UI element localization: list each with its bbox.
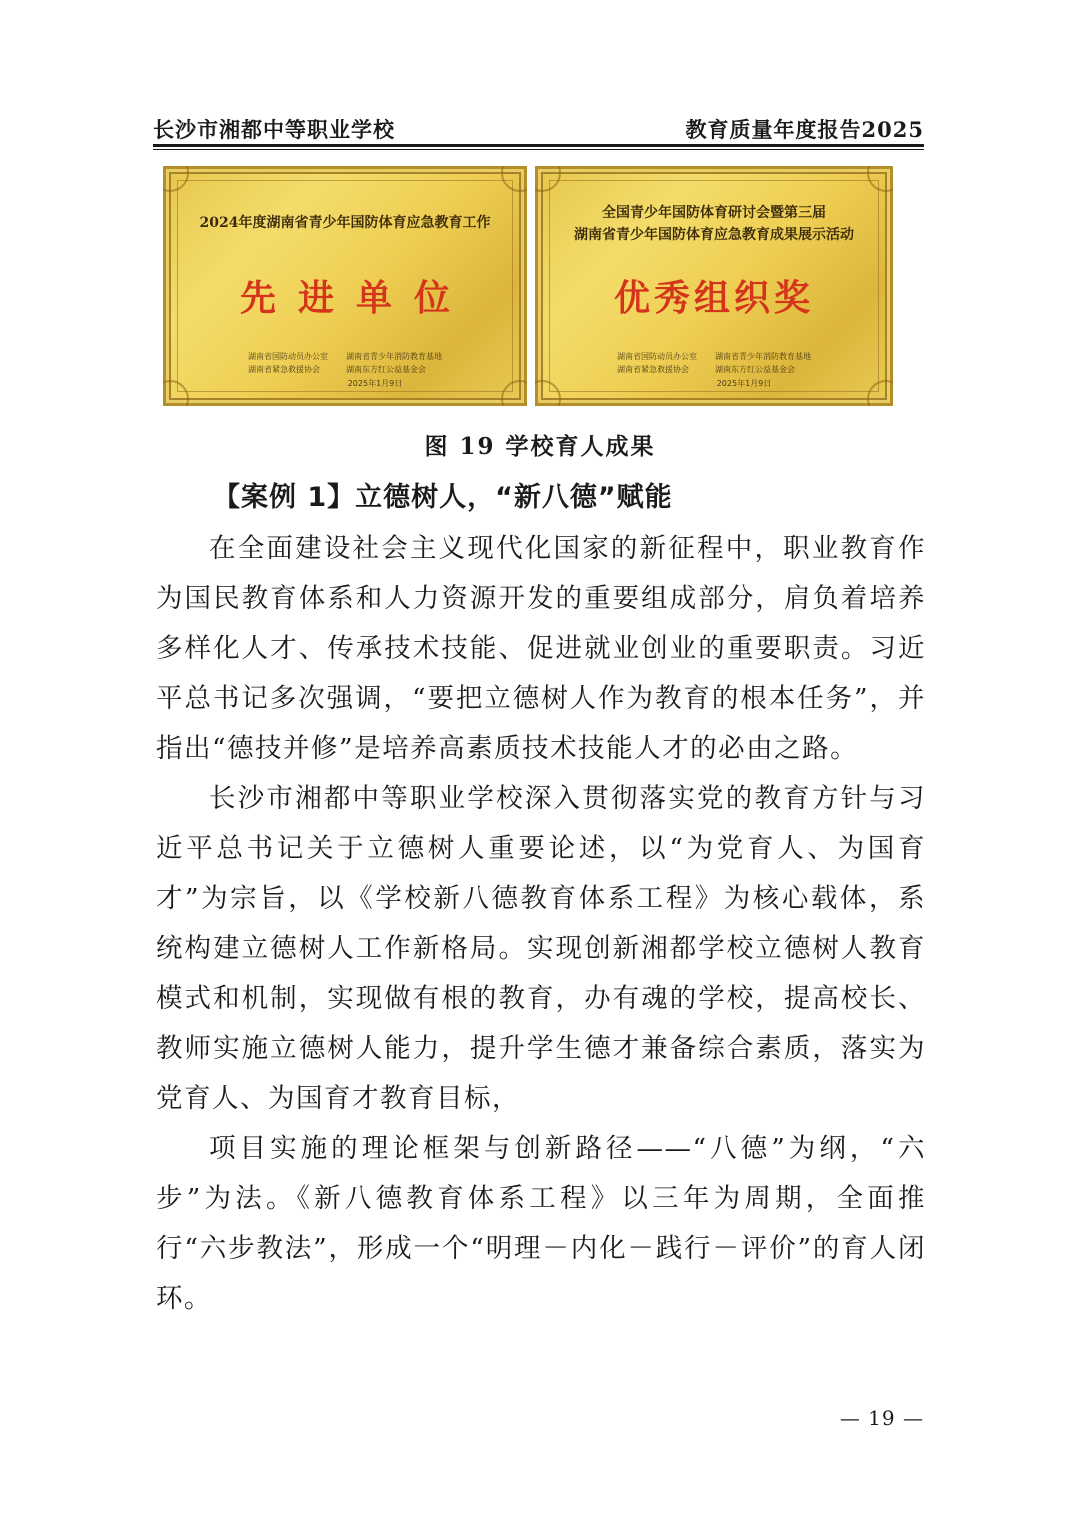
- issuer: 湖南省青少年消防教育基地: [715, 352, 811, 361]
- header-rule: [153, 144, 924, 147]
- plaque-advanced-unit: [163, 166, 527, 406]
- plaque-title: [183, 212, 507, 234]
- plaque-title-line: 湖南省青少年国防体育应急教育成果展示活动: [574, 227, 854, 243]
- issuer: 湖南省国防动员办公室: [617, 352, 697, 361]
- issuer: 湖南东方红公益基金会: [346, 365, 426, 374]
- plaque-title-line: 2024年度湖南省青少年国防体育应急教育工作: [199, 215, 491, 231]
- paragraph: 在全面建设社会主义现代化国家的新征程中，职业教育作为国民教育体系和人力资源开发的重要组成部分，肩负着培养多样化人才、传承技术技能、促进就业创业的重要职责。习近平总书记多次强调，“要把立德树人作为教育的根本任务”，并指出“德技并修”是培养高素质技术技能人才的必由之路。: [156, 533, 926, 764]
- plaque-issuers: [163, 350, 527, 376]
- issuer: 湖南东方红公益基金会: [715, 365, 795, 374]
- paragraph: 项目实施的理论框架与创新路径——“八德”为纲，“六步”为法。《新八德教育体系工程》以三年为周期，全面推行“六步教法”，形成一个“明理－内化－践行－评价”的育人闭环。: [156, 1133, 926, 1314]
- plaque-date: 2025年1月9日: [716, 379, 772, 388]
- header-report-title: 教育质量年度报告2025: [685, 117, 924, 142]
- page-header: [153, 108, 924, 144]
- plaque-title-line: 全国青少年国防体育研讨会暨第三届: [602, 205, 826, 221]
- case-title: 【案例 1】立德树人，“新八德”赋能: [213, 482, 673, 513]
- issuer: 湖南省国防动员办公室: [248, 352, 328, 361]
- plaque-award: 优秀组织奖: [613, 278, 814, 319]
- header-school-name: 长沙市湘都中等职业学校: [153, 117, 395, 142]
- header-rule-thin: [153, 149, 924, 150]
- issuer: 湖南省紧急救援协会: [617, 365, 689, 374]
- plaque-award: 先进单位: [239, 278, 472, 319]
- issuer: 湖南省紧急救援协会: [248, 365, 320, 374]
- plaque-issuers: [535, 350, 893, 376]
- issuer: 湖南省青少年消防教育基地: [346, 352, 442, 361]
- plaque-date: 2025年1月9日: [347, 379, 403, 388]
- figure-caption: 图 19 学校育人成果: [424, 433, 656, 460]
- plaque-excellent-organization: [535, 166, 893, 406]
- paragraph: 长沙市湘都中等职业学校深入贯彻落实党的教育方针与习近平总书记关于立德树人重要论述，以“为党育人、为国育才”为宗旨，以《学校新八德教育体系工程》为核心载体，系统构建立德树人工作新格局。实现创新湘都学校立德树人教育模式和机制，实现做有根的教育，办有魂的学校，提高校长、教师实施立德树人能力，提升学生德才兼备综合素质，落实为党育人、为国育才教育目标，: [156, 783, 926, 1114]
- plaque-title: [555, 202, 873, 246]
- page-number: — 19 —: [839, 1406, 924, 1430]
- body-text: [156, 524, 926, 1324]
